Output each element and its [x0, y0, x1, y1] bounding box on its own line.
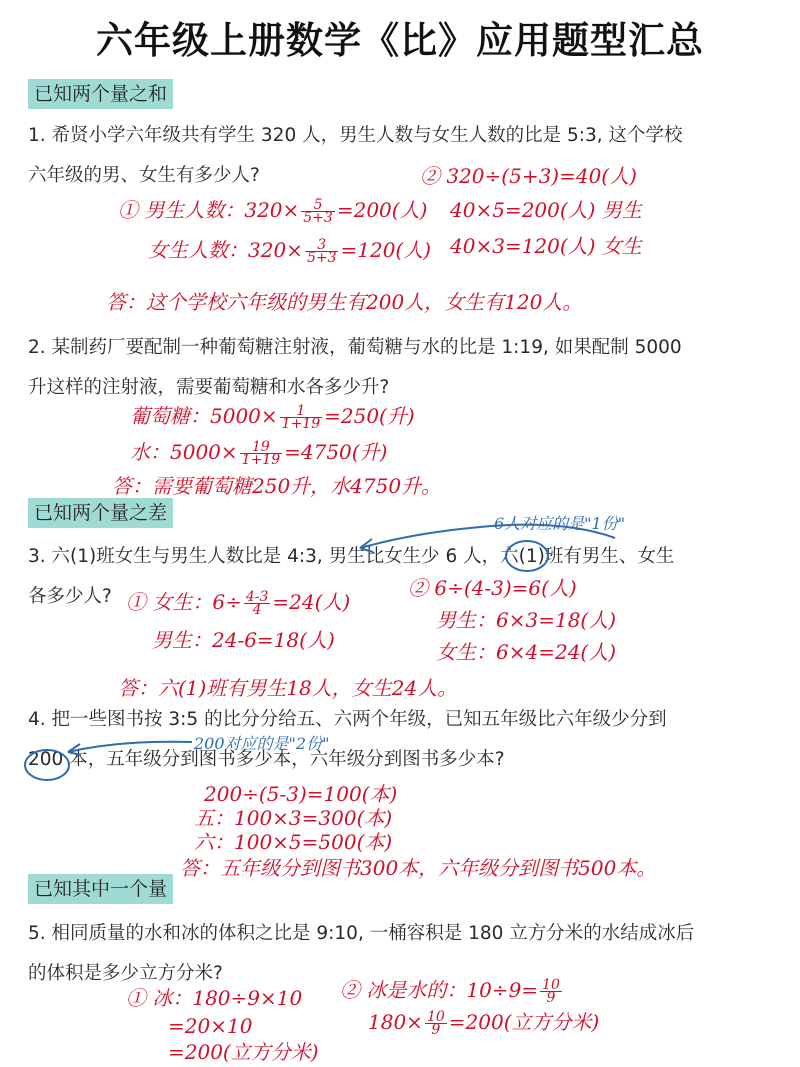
q1-method2-line2: 40×5=200(人) 男生	[450, 198, 642, 222]
question-4-line-2: 200 本，五年级分到图书多少本，六年级分到图书多少本?	[28, 749, 505, 770]
q2-answer: 答：需要葡萄糖250升，水4750升。	[112, 474, 442, 498]
question-3-line-2: 各多少人?	[28, 586, 112, 607]
section-label-difference: 已知两个量之差	[28, 498, 173, 528]
q1-method1-girl: 女生人数：320× $\frac{3}{5+3}$ =120(人)	[148, 237, 432, 266]
q2-glucose: 葡萄糖：5000× $\frac{1}{1+19}$ =250(升)	[130, 403, 415, 432]
question-4	[28, 708, 778, 772]
section-label-one-quantity: 已知其中一个量	[28, 874, 173, 904]
q3-method1-boy: 男生：24-6=18(人)	[152, 628, 335, 652]
question-2-line-2: 升这样的注射液，需要葡萄糖和水各多少升?	[28, 377, 390, 398]
q4-note: 200对应的是"2份"	[194, 734, 330, 753]
q3-method2-line3: 女生：6×4=24(人)	[436, 640, 617, 664]
question-5-line-2: 的体积是多少立方分米?	[28, 963, 223, 984]
question-4-line-1: 4. 把一些图书按 3:5 的比分分给五、六两个年级，已知五年级比六年级少分到	[28, 709, 667, 730]
q1-method1-boy: ① 男生人数：320× $\frac{5}{5+3}$ =200(人)	[118, 197, 428, 226]
q3-method1-girl: ① 女生：6÷ $\frac{4-3}{4}$ =24(人)	[126, 589, 351, 618]
question-1-line-2: 六年级的男、女生有多少人?	[28, 165, 260, 186]
q5-method1-line3: =200(立方分米)	[168, 1040, 319, 1064]
q4-line3: 六：100×5=500(本)	[194, 830, 393, 854]
q4-answer: 答：五年级分到图书300本，六年级分到图书500本。	[180, 856, 657, 880]
q4-line1: 200÷(5-3)=100(本)	[204, 782, 398, 806]
question-1	[28, 124, 778, 188]
question-5	[28, 922, 778, 986]
question-3-line-1: 3. 六(1)班女生与男生人数比是 4:3, 男生比女生少 6 人，六(1)班有男生、女生	[28, 546, 675, 567]
q2-water: 水：5000× $\frac{19}{1+19}$ =4750(升)	[130, 439, 388, 468]
q5-method1-line2: =20×10	[168, 1014, 253, 1038]
q5-method2-line2: 180× $\frac{10}{9}$ =200(立方分米)	[368, 1009, 600, 1038]
question-1-line-1: 1. 希贤小学六年级共有学生 320 人，男生人数与女生人数的比是 5:3, 这个学校	[28, 125, 683, 146]
q5-method1-line1: ① 冰：180÷9×10	[126, 986, 303, 1010]
q3-method2-line1: ② 6÷(4-3)=6(人)	[408, 576, 577, 600]
question-2	[28, 336, 778, 400]
q3-answer: 答：六(1)班有男生18人，女生24人。	[118, 676, 458, 700]
q1-method2-line3: 40×3=120(人) 女生	[450, 234, 642, 258]
section-label-sum: 已知两个量之和	[28, 79, 173, 109]
q1-method2-line1: ② 320÷(5+3)=40(人)	[420, 164, 637, 188]
question-5-line-1: 5. 相同质量的水和冰的体积之比是 9:10, 一桶容积是 180 立方分米的水结成冰后	[28, 923, 695, 944]
q4-line2: 五：100×3=300(本)	[194, 806, 393, 830]
page-title: 六年级上册数学《比》应用题型汇总	[96, 19, 704, 62]
q5-method2-line1: ② 冰是水的：10÷9= $\frac{10}{9}$	[340, 977, 560, 1006]
q3-note: 6人对应的是"1份"	[494, 514, 626, 533]
q1-answer: 答：这个学校六年级的男生有200人，女生有120人。	[106, 290, 583, 314]
question-2-line-1: 2. 某制药厂要配制一种葡萄糖注射液，葡萄糖与水的比是 1:19, 如果配制 5000	[28, 337, 682, 358]
q3-method2-line2: 男生：6×3=18(人)	[436, 608, 617, 632]
